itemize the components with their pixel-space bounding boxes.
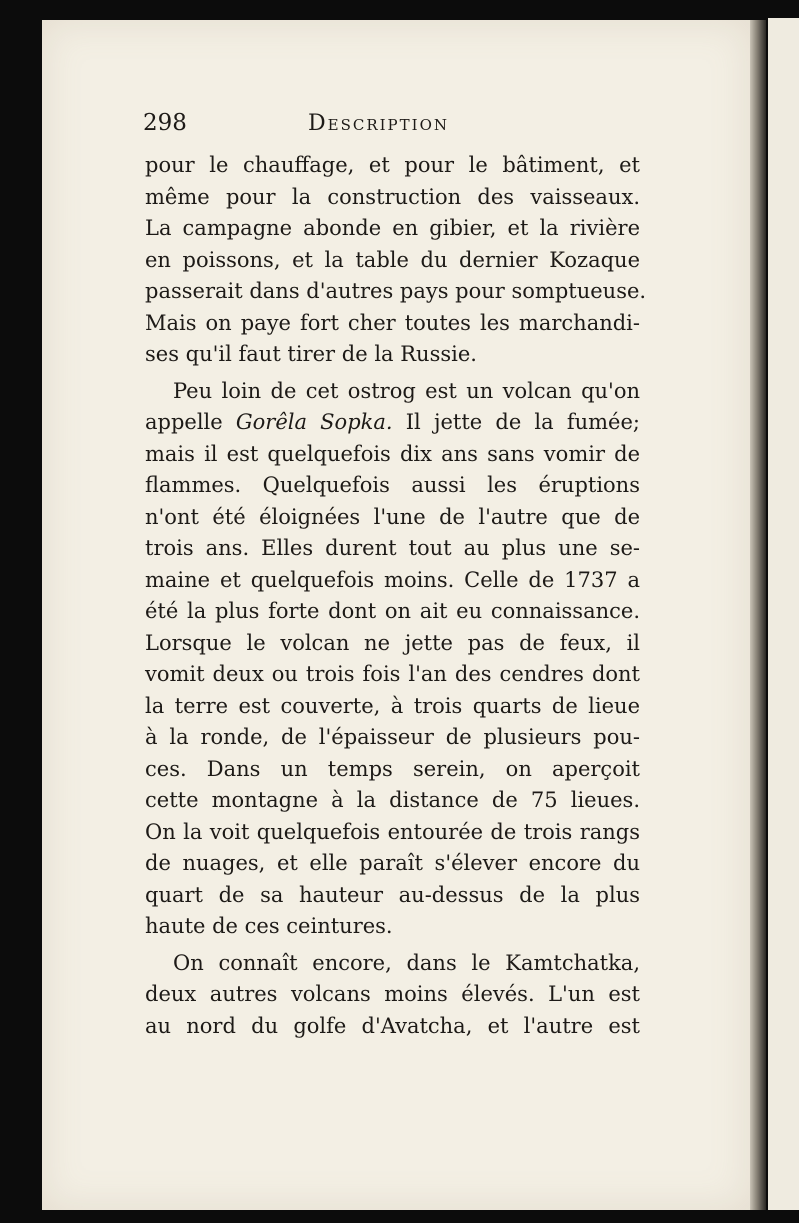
text-line: cette montagne à la distance de 75 lieues. (145, 788, 640, 812)
text-line: au nord du golfe d'Avatcha, et l'autre est (145, 1013, 640, 1038)
text-line: même pour la construction des vaisseaux. (145, 184, 640, 209)
text-line: été la plus forte dont on ait eu connaissance. (145, 599, 640, 623)
text-line: n'ont été éloignées l'une de l'autre que de (145, 504, 640, 529)
text-line: Peu loin de cet ostrog est un volcan qu'on (173, 378, 640, 403)
page-gutter-shadow (750, 20, 766, 1210)
body-text (145, 150, 647, 1042)
text-line-with-italic (145, 407, 640, 439)
text-line: flammes. Quelquefois aussi les éruptions (145, 473, 640, 497)
paragraph-2 (145, 376, 640, 943)
text-line: à la ronde, de l'épaisseur de plusieurs pou- (145, 725, 640, 749)
text-line: vomit deux ou trois fois l'an des cendres dont (145, 662, 640, 686)
facing-page-edge (768, 18, 799, 1210)
text-line: ces. Dans un temps serein, on aperçoit (145, 756, 640, 781)
page-number: 298 (143, 110, 187, 136)
text-line: passerait dans d'autres pays pour somptueuse. (145, 279, 647, 303)
italic-place-name: Gorêla Sopka. (235, 410, 393, 434)
text-line: haute de ces ceintures. (145, 914, 393, 938)
text-line: maine et quelquefois moins. Celle de 1737 a (145, 567, 640, 592)
text-line: On la voit quelquefois entourée de trois rangs (145, 819, 640, 844)
text-line: en poissons, et la table du dernier Kozaque (145, 247, 640, 272)
text-line: quart de sa hauteur au-dessus de la plus (145, 882, 640, 907)
text-line: La campagne abonde en gibier, et la rivière (145, 216, 640, 240)
text-line: deux autres volcans moins élevés. L'un est (145, 982, 640, 1006)
paragraph-1 (145, 150, 647, 371)
text-run: appelle (145, 410, 236, 434)
text-line: la terre est couverte, à trois quarts de lieue (145, 693, 640, 718)
text-line: mais il est quelquefois dix ans sans vomir de (145, 441, 640, 466)
text-line: On connaît encore, dans le Kamtchatka, (173, 950, 640, 975)
text-line: trois ans. Elles durent tout au plus une se- (145, 536, 640, 560)
text-line: ses qu'il faut tirer de la Russie. (145, 342, 477, 366)
text-line: pour le chauffage, et pour le bâtiment, et (145, 153, 640, 177)
text-line: de nuages, et elle paraît s'élever encore du (145, 851, 640, 875)
text-line: Lorsque le volcan ne jette pas de feux, il (145, 630, 640, 655)
text-run: Il jette de la fumée; (392, 410, 640, 434)
paragraph-3 (145, 948, 640, 1043)
page-header (143, 108, 523, 148)
text-line: Mais on paye fort cher toutes les marchandi- (145, 310, 640, 335)
running-head: Description (308, 111, 450, 136)
